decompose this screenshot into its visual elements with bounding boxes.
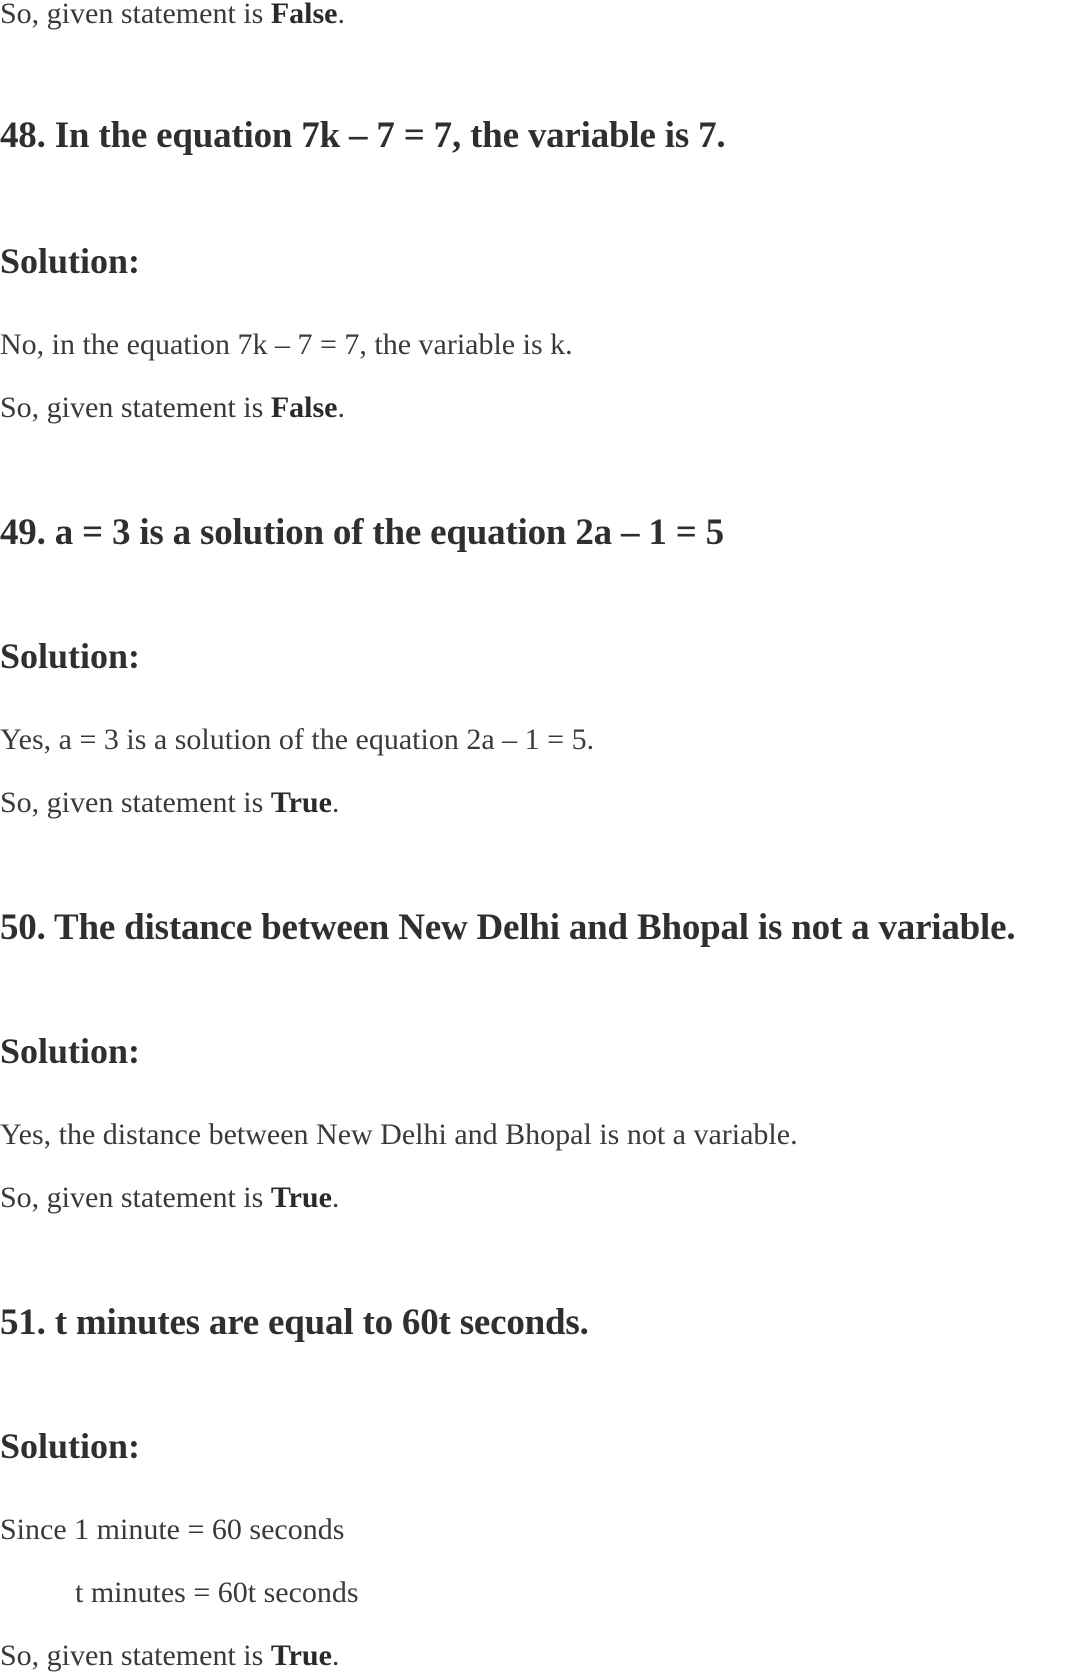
conclusion-suffix: . [331,786,340,819]
verdict-false: False [270,391,338,424]
question-51-solution-line-2: t minutes = 60t seconds [75,1576,359,1609]
question-48-conclusion [0,390,345,426]
conclusion-prefix: So, given statement is [0,391,271,424]
conclusion-prefix: So, given statement is [0,0,271,30]
question-51-solution-line-1: Since 1 minute = 60 seconds [0,1513,345,1546]
previous-conclusion [0,0,345,32]
conclusion-suffix: . [337,391,345,424]
conclusion-suffix: . [337,0,345,30]
question-50-title: 50. The distance between New Delhi and Bhopal is not a variable. [0,907,1016,948]
conclusion-suffix: . [331,1639,340,1672]
question-51-solution-label: Solution: [0,1426,141,1466]
question-48-title: 48. In the equation 7k – 7 = 7, the variable is 7. [0,115,726,156]
question-50-solution-line: Yes, the distance between New Delhi and Bhopal is not a variable. [0,1118,798,1151]
verdict-false: False [270,0,338,30]
question-51-conclusion [0,1638,339,1674]
conclusion-suffix: . [331,1181,340,1214]
question-50-solution-label: Solution: [0,1031,141,1071]
question-49-solution-line: Yes, a = 3 is a solution of the equation 2a – 1 = 5. [0,723,595,756]
verdict-true: True [270,1639,332,1672]
verdict-true: True [270,786,332,819]
conclusion-prefix: So, given statement is [0,786,271,819]
conclusion-prefix: So, given statement is [0,1181,271,1214]
question-49-conclusion [0,785,339,821]
question-50-conclusion [0,1180,339,1216]
question-49-title: 49. a = 3 is a solution of the equation 2a – 1 = 5 [0,512,724,553]
conclusion-prefix: So, given statement is [0,1639,271,1672]
question-48-solution-line: No, in the equation 7k – 7 = 7, the variable is k. [0,328,573,361]
question-49-solution-label: Solution: [0,636,141,676]
verdict-true: True [270,1181,332,1214]
question-48-solution-label: Solution: [0,241,141,281]
question-51-title: 51. t minutes are equal to 60t seconds. [0,1302,589,1343]
